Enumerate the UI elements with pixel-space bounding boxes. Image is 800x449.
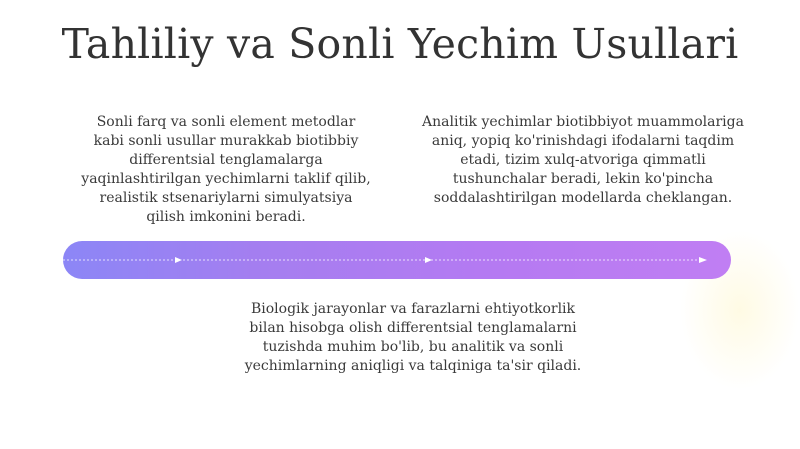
arrow-head-icon [699,257,707,263]
analytical-solutions-text: Analitik yechimlar biotibbiyot muammolariga aniq, yopiq ko'rinishdagi ifodalarni taqdim etadi, tizim xulq-atvoriga qimmatli tushunchalar beradi, lekin ko'pincha soddalashtirilgan modellarda cheklangan. [422,114,744,206]
arrow-head-icon [175,257,182,263]
arrow-head-icon [425,257,432,263]
numerical-methods-text: Sonli farq va sonli element metodlar kabi sonli usullar murakkab biotibbiy differentsial tenglamalarga yaqinlashtirilgan yechimlarni taklif qilib, realistik stsenariylarni simulyatsiya qilish imkonini beradi. [81,114,371,225]
slide-title: Tahliliy va Sonli Yechim Usullari [61,20,739,68]
timeline-arrows [63,241,731,279]
timeline-bar [63,241,731,279]
biological-processes-text: Biologik jarayonlar va farazlarni ehtiyotkorlik bilan hisobga olish differentsial tenglamalarni tuzishda muhim bo'lib, bu analitik va sonli yechimlarning aniqligi va talqiniga ta'sir qiladi. [244,301,582,374]
